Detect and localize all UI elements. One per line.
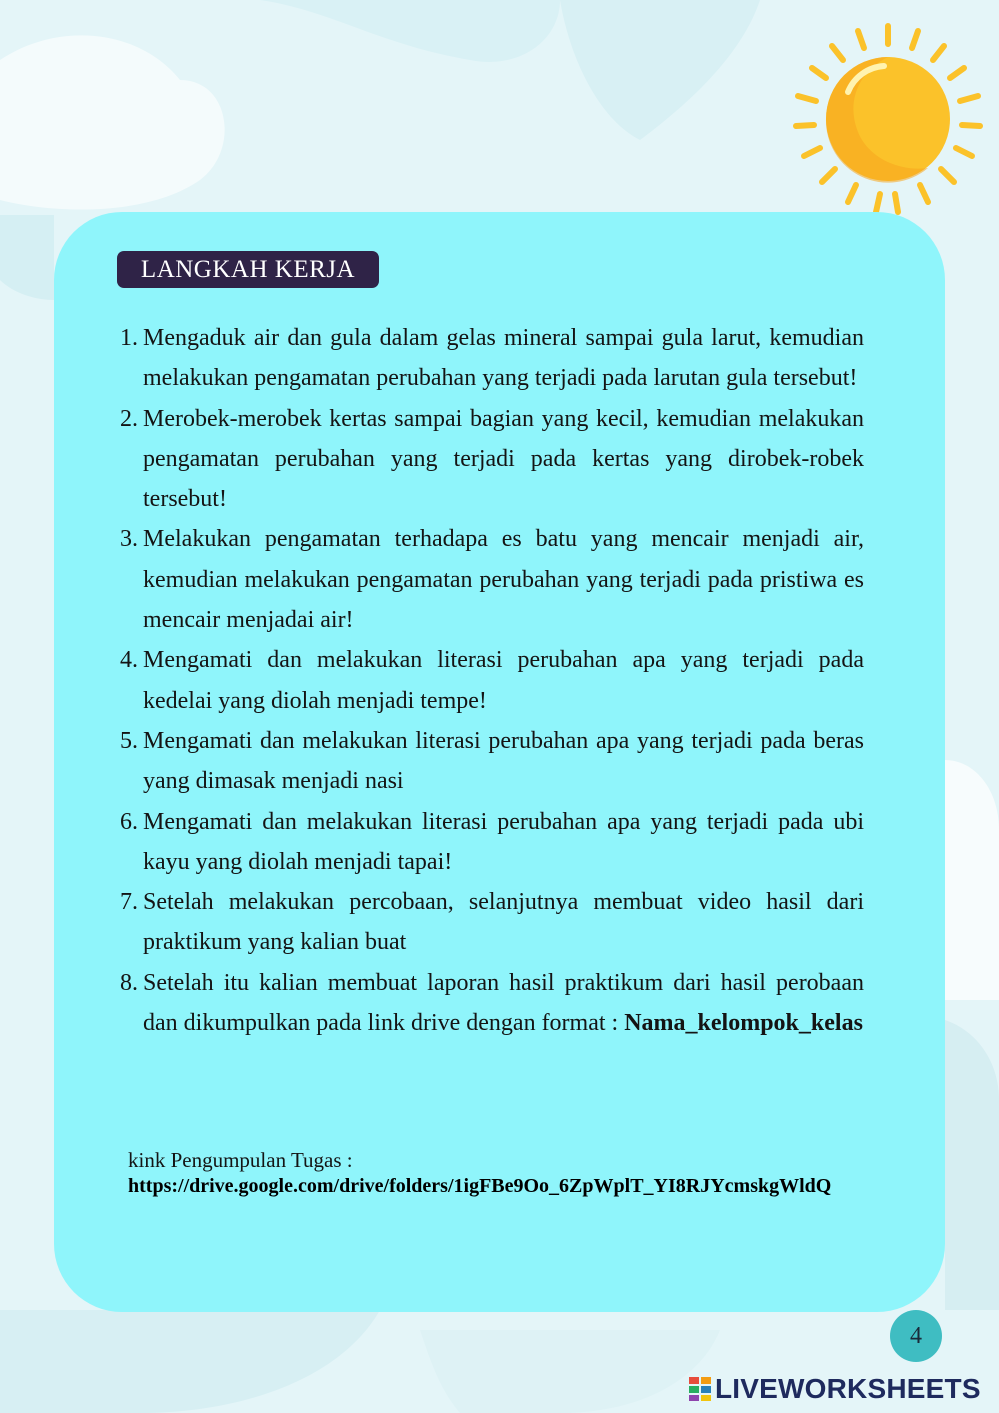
submission-link[interactable]: https://drive.google.com/drive/folders/1igFBe9Oo_6ZpWplT_YI8RJYcmskgWldQ [128, 1175, 832, 1197]
step-number: 3. [120, 526, 138, 553]
step-number: 1. [120, 325, 138, 351]
step-text: Melakukan pengamatan terhadapa es batu yang mencair menjadi air, kemudian melakukan pengamatan perubahan yang terjadi pada pristiwa es mencair menjadai air! [143, 526, 864, 634]
step-text: Mengaduk air dan gula dalam gelas mineral sampai gula larut, kemudian melakukan pengamatan perubahan yang terjadi pada larutan gula tersebut! [143, 325, 864, 392]
step-text: Mengamati dan melakukan literasi perubahan apa yang terjadi pada kedelai yang diolah menjadi tempe! [143, 647, 864, 714]
step-text: Mengamati dan melakukan literasi perubahan apa yang terjadi pada ubi kayu yang diolah menjadi tapai! [143, 808, 864, 875]
step-text: Merobek-merobek kertas sampai bagian yang kecil, kemudian melakukan pengamatan perubahan yang terjadi pada kertas yang dirobek-robek tersebut! [143, 405, 864, 513]
step-number: 7. [120, 889, 138, 916]
list-item [117, 963, 864, 1044]
list-item [117, 721, 864, 802]
step-number: 6. [120, 808, 138, 835]
step-text: Mengamati dan melakukan literasi perubahan apa yang terjadi pada beras yang dimasak menjadi nasi [143, 727, 864, 795]
step-number: 5. [120, 727, 138, 754]
list-item [117, 519, 864, 640]
step-text: Setelah itu kalian membuat laporan hasil praktikum dari hasil perobaan dan dikumpulkan pada link drive dengan format : [143, 969, 864, 1037]
step-number: 4. [120, 647, 138, 674]
step-number: 8. [120, 969, 138, 996]
liveworksheets-logo-icon [689, 1377, 711, 1401]
list-item [117, 640, 864, 721]
step-number: 2. [120, 405, 138, 432]
step-text: Setelah melakukan percobaan, selanjutnya membuat video hasil dari praktikum yang kalian buat [143, 889, 864, 956]
submission-block [128, 1147, 876, 1199]
brand-logo[interactable] [689, 1374, 981, 1404]
list-item [117, 318, 864, 399]
list-item [117, 882, 864, 963]
steps-list [117, 318, 864, 1043]
submission-label: kink Pengumpulan Tugas : [128, 1148, 353, 1172]
file-format-name: Nama_kelompok_kelas [624, 1010, 863, 1037]
page-number-badge: 4 [890, 1310, 942, 1362]
list-item [117, 802, 864, 883]
section-heading: LANGKAH KERJA [117, 251, 379, 288]
list-item [117, 399, 864, 520]
sun-icon [788, 22, 988, 217]
brand-name: LIVEWORKSHEETS [715, 1373, 981, 1404]
